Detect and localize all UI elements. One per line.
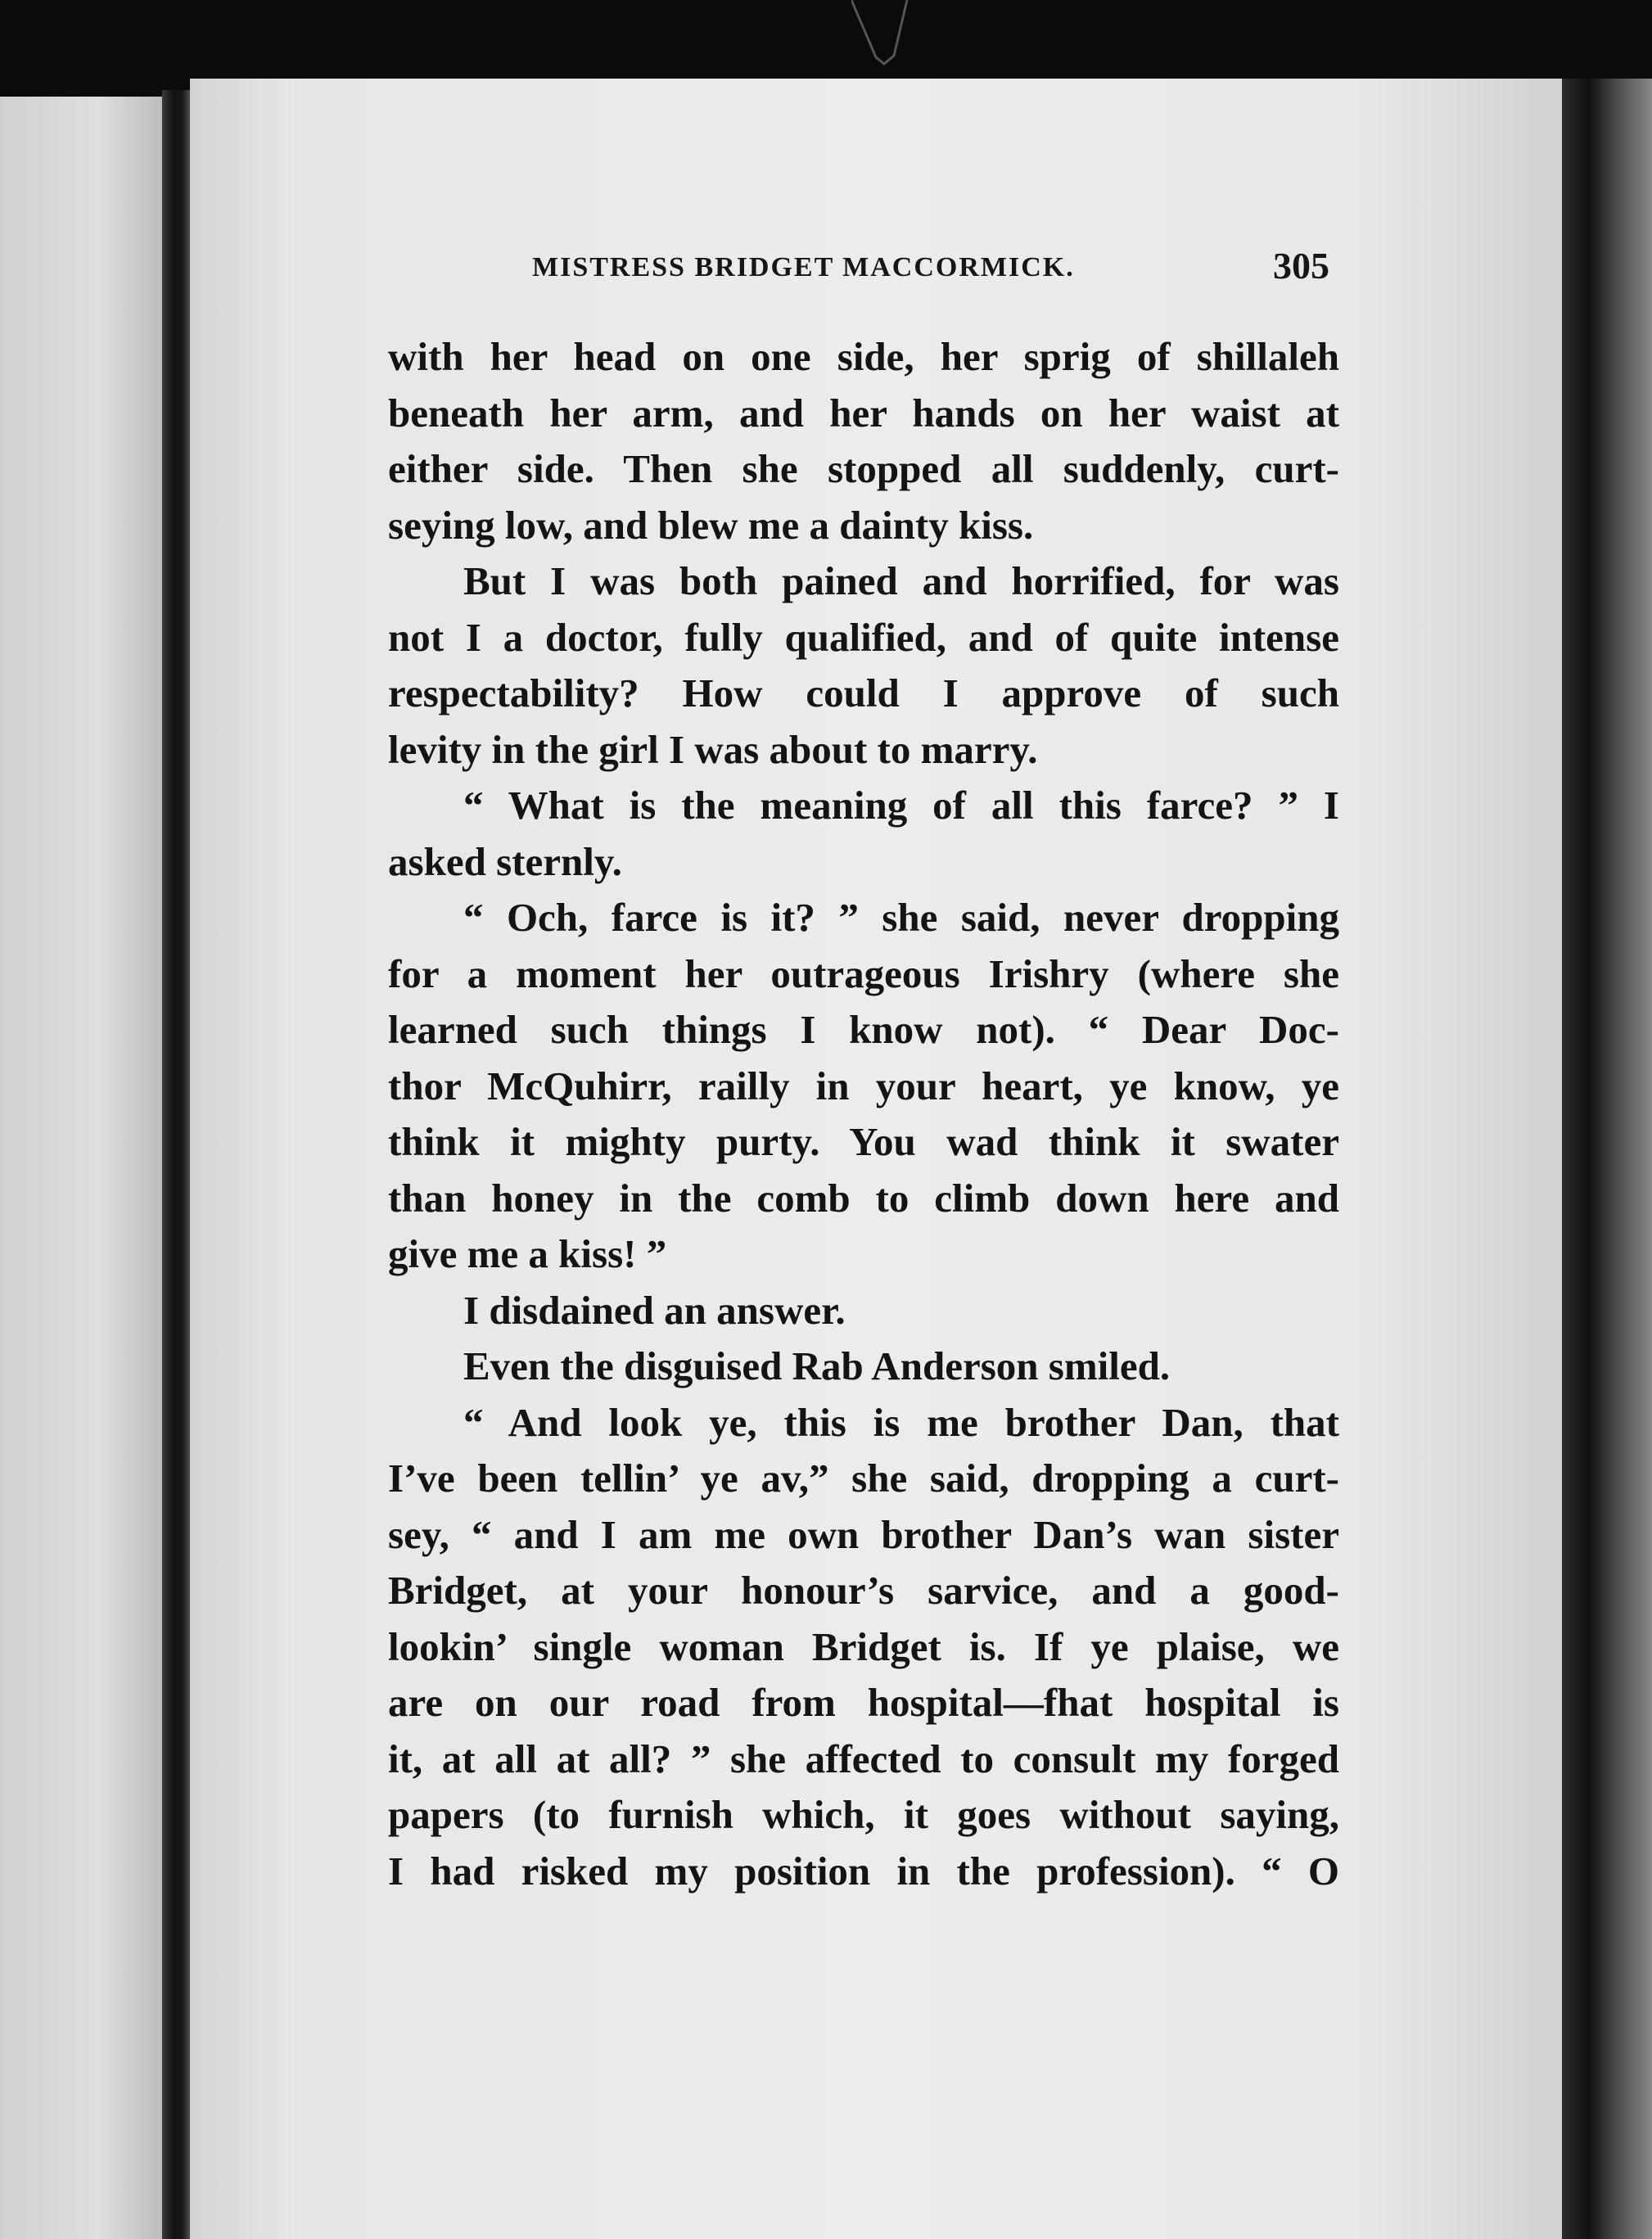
facing-page-edge: [0, 97, 164, 2239]
text-line: it, at all at all? ” she affected to consult my forged: [388, 1736, 1339, 1781]
text-line: thor McQuhirr, railly in your heart, ye know, ye: [388, 1063, 1339, 1108]
text-line: either side. Then she stopped all suddenly, curt-: [388, 446, 1339, 491]
text-line: But I was both pained and horrified, for was: [463, 558, 1339, 603]
text-line: Bridget, at your honour’s sarvice, and a good-: [388, 1568, 1339, 1613]
text-line: for a moment her outrageous Irishry (where she: [388, 950, 1339, 996]
text-line: I had risked my position in the profession). “ O: [388, 1848, 1339, 1894]
text-line: papers (to furnish which, it goes without saying,: [388, 1792, 1339, 1837]
text-line: than honey in the comb to climb down here and: [388, 1175, 1339, 1221]
text-line: sey, “ and I am me own brother Dan’s wan sister: [388, 1511, 1339, 1557]
book-gutter: [162, 90, 192, 2239]
text-line: with her head on one side, her sprig of shillaleh: [388, 334, 1339, 379]
text-line: I disdained an answer.: [463, 1287, 846, 1333]
text-line: think it mighty purty. You wad think it swater: [388, 1119, 1339, 1164]
binding-clip-mark: [851, 0, 917, 65]
text-line: asked sternly.: [388, 838, 622, 884]
text-line: lookin’ single woman Bridget is. If ye plaise, we: [388, 1623, 1339, 1669]
text-line: I’ve been tellin’ ye av,” she said, dropping a curt-: [388, 1456, 1339, 1501]
text-line: seying low, and blew me a dainty kiss.: [388, 502, 1034, 548]
text-line: “ What is the meaning of all this farce? ” I: [463, 783, 1339, 828]
text-line: are on our road from hospital—fhat hospital is: [388, 1680, 1339, 1725]
running-head: [385, 246, 1334, 295]
text-line: “ Och, farce is it? ” she said, never dropping: [463, 895, 1339, 940]
text-line: learned such things I know not). “ Dear Doc-: [388, 1007, 1339, 1052]
body-text: [388, 329, 1339, 1899]
text-line: not I a doctor, fully qualified, and of quite intense: [388, 614, 1339, 660]
text-line: Even the disguised Rab Anderson smiled.: [463, 1343, 1171, 1388]
page-number: 305: [1273, 245, 1329, 287]
text-line: “ And look ye, this is me brother Dan, that: [463, 1399, 1339, 1445]
running-head-title: MISTRESS BRIDGET MACCORMICK.: [532, 252, 1075, 282]
page-edge-right: [1562, 79, 1652, 2239]
text-line: give me a kiss! ”: [388, 1231, 667, 1276]
text-line: beneath her arm, and her hands on her waist at: [388, 390, 1339, 436]
text-line: levity in the girl I was about to marry.: [388, 726, 1038, 772]
text-line: respectability? How could I approve of such: [388, 670, 1339, 715]
